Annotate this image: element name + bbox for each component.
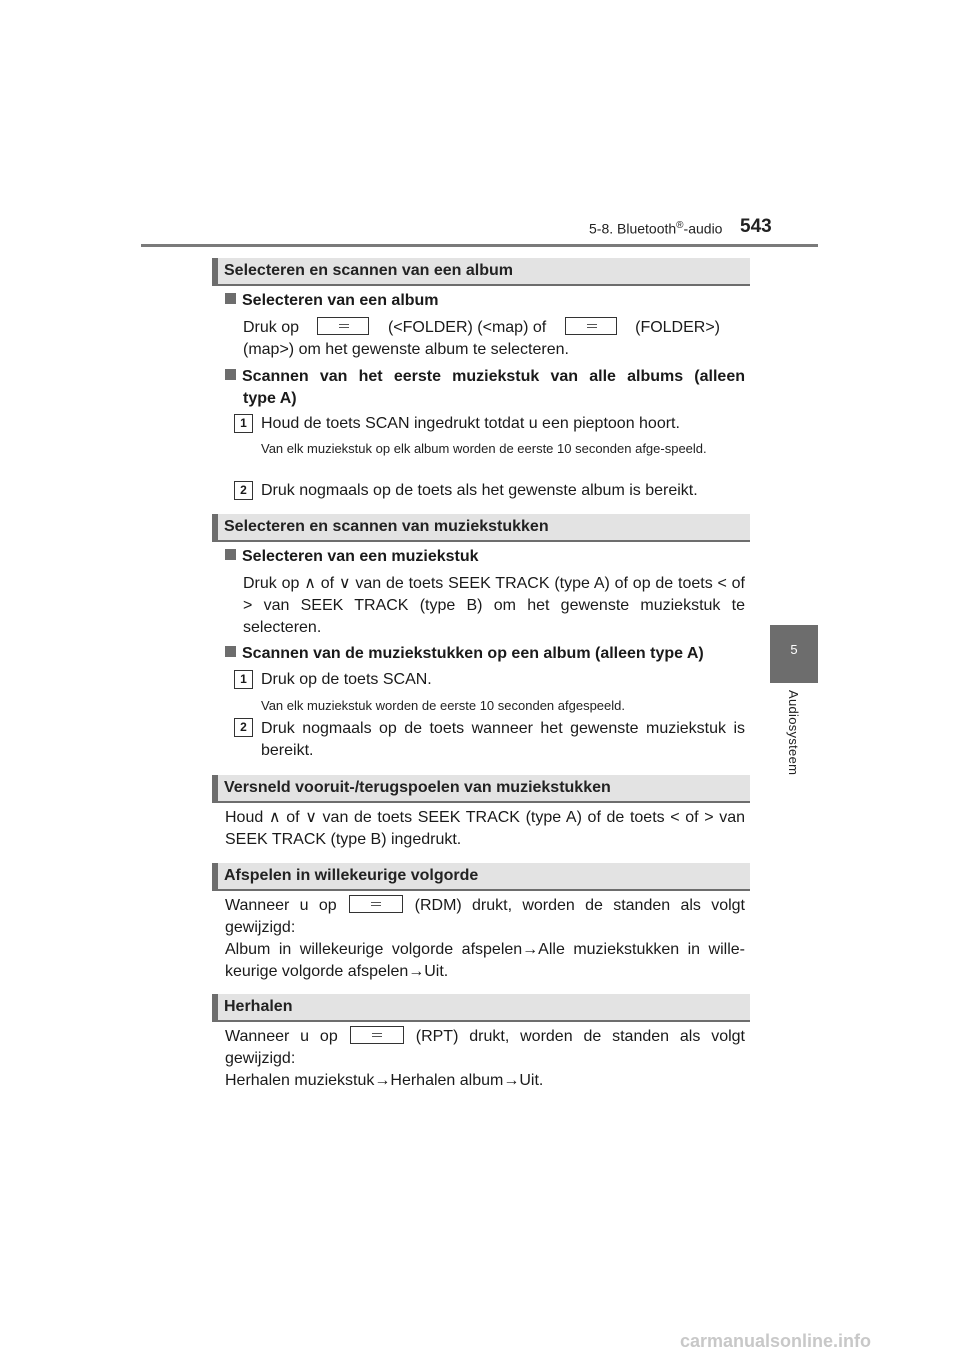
subheading-select-track: Selecteren van een muziekstuk <box>225 546 745 568</box>
section-heading-album: Selecteren en scannen van een album <box>212 258 750 286</box>
subheading-scan-album-line2: type A) <box>243 390 297 407</box>
subheading-scan-tracks: Scannen van de muziekstukken op een album (alleen type A) <box>225 643 745 665</box>
step-1-text: Houd de toets SCAN ingedrukt totdat u een pieptoon hoort. <box>261 415 680 432</box>
paragraph-fast-forward: Houd ∧ of ∨ van de toets SEEK TRACK (type A) of de toets < of > van SEEK TRACK (type B) ingedrukt. <box>225 809 745 848</box>
chapter-tab-label: Audiosysteem <box>786 690 801 776</box>
paragraph-select-track: Druk op ∧ of ∨ van de toets SEEK TRACK (type A) of op de toets < of > van SEEK TRACK (type B) om het gewenste muziekstuk te selecteren. <box>243 575 745 636</box>
bullet-square-icon <box>225 646 236 657</box>
paragraph-random: Wanneer u op (RDM) drukt, worden de standen als volgt gewijzigd: <box>225 897 745 936</box>
step-number-2: 2 <box>234 481 253 500</box>
step-number-1: 1 <box>234 670 253 689</box>
folder-down-button-icon <box>317 317 369 335</box>
step-number-1: 1 <box>234 414 253 433</box>
bullet-square-icon <box>225 549 236 560</box>
step-2-text: Druk nogmaals op de toets als het gewenste album is bereikt. <box>261 482 698 499</box>
step-2-text: Druk nogmaals op de toets wanneer het gewenste muziekstuk is bereikt. <box>261 720 745 759</box>
paragraph-repeat-sequence: Herhalen muziekstuk→Herhalen album→Uit. <box>225 1072 544 1089</box>
bullet-square-icon <box>225 369 236 380</box>
bullet-square-icon <box>225 293 236 304</box>
chapter-title: 5-8. Bluetooth®-audio <box>589 220 723 237</box>
paragraph-repeat: Wanneer u op (RPT) drukt, worden de standen als volgt gewijzigd: <box>225 1028 745 1067</box>
step-1-text: Druk op de toets SCAN. <box>261 671 432 688</box>
chapter-tab: 5 <box>770 625 818 683</box>
section-heading-repeat: Herhalen <box>212 994 750 1022</box>
note-scan-tracks: Van elk muziekstuk worden de eerste 10 seconden afgespeeld. <box>261 698 625 713</box>
section-heading-tracks: Selecteren en scannen van muziekstukken <box>212 514 750 542</box>
section-heading-fast-forward: Versneld vooruit-/terugspoelen van muziekstukken <box>212 775 750 803</box>
page-number: 543 <box>740 216 772 237</box>
paragraph-random-sequence: Album in willekeurige volgorde afspelen→Alle muziekstukken in wille-keurige volgorde afspelen→Uit. <box>225 941 745 980</box>
paragraph-select-album: Druk op (<FOLDER) (<map) of (FOLDER>) <box>243 319 721 336</box>
section-heading-random: Afspelen in willekeurige volgorde <box>212 863 750 891</box>
note-scan-album: Van elk muziekstuk op elk album worden de eerste 10 seconden afge-speeld. <box>261 441 707 456</box>
header-divider <box>141 244 818 247</box>
rpt-button-icon <box>350 1026 404 1044</box>
watermark: carmanualsonline.info <box>680 1331 872 1351</box>
folder-up-button-icon <box>565 317 617 335</box>
subheading-scan-album-line1: Scannen van het eerste muziekstuk van alle albums (alleen <box>225 366 745 388</box>
subheading-select-album: Selecteren van een album <box>225 290 745 312</box>
paragraph-select-album-cont: (map>) om het gewenste album te selecteren. <box>243 341 569 358</box>
rdm-button-icon <box>349 895 403 913</box>
step-number-2: 2 <box>234 718 253 737</box>
